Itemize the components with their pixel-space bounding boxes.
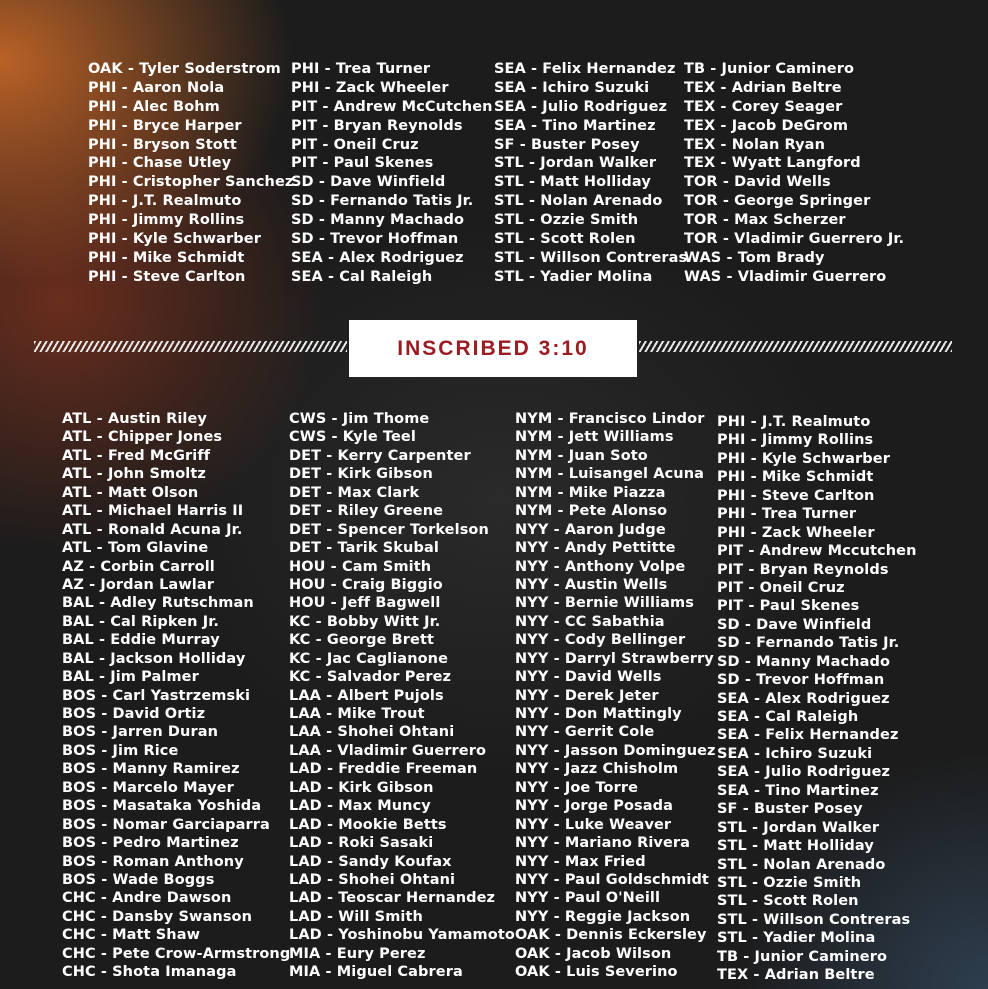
player-entry: TEX - Jacob DeGrom bbox=[684, 117, 849, 134]
player-entry: SD - Dave Winfield bbox=[717, 616, 872, 633]
player-entry: ATL - Ronald Acuna Jr. bbox=[62, 521, 243, 538]
bottom-list-column-4 bbox=[717, 413, 917, 985]
player-entry: BOS - Wade Boggs bbox=[62, 871, 215, 888]
player-entry: STL - Nolan Arenado bbox=[717, 856, 886, 873]
player-entry: SEA - Cal Raleigh bbox=[291, 268, 433, 285]
player-entry: NYY - Jazz Chisholm bbox=[515, 761, 679, 778]
player-entry: WAS - Tom Brady bbox=[684, 249, 825, 266]
player-entry: PIT - Bryan Reynolds bbox=[717, 561, 889, 578]
top-list-column-2 bbox=[291, 60, 493, 287]
player-entry: PHI - Bryce Harper bbox=[88, 117, 242, 134]
player-entry: ATL - Fred McGriff bbox=[62, 447, 211, 464]
player-entry: LAD - Yoshinobu Yamamoto bbox=[289, 927, 515, 944]
player-entry: PHI - Jimmy Rollins bbox=[88, 212, 245, 229]
player-entry: PIT - Paul Skenes bbox=[291, 155, 434, 172]
player-entry: OAK - Dennis Eckersley bbox=[515, 927, 707, 944]
player-entry: SEA - Julio Rodriguez bbox=[494, 98, 668, 115]
player-entry: BOS - Carl Yastrzemski bbox=[62, 687, 251, 704]
player-entry: ATL - John Smoltz bbox=[62, 466, 206, 483]
player-entry: LAD - Teoscar Hernandez bbox=[289, 890, 496, 907]
player-entry: ATL - Chipper Jones bbox=[62, 429, 223, 446]
player-entry: BOS - Pedro Martinez bbox=[62, 835, 239, 852]
player-entry: SD - Fernando Tatis Jr. bbox=[717, 635, 900, 652]
player-entry: CHC - Shota Imanaga bbox=[62, 964, 237, 981]
player-entry: LAD - Max Muncy bbox=[289, 798, 431, 815]
player-entry: TB - Junior Caminero bbox=[717, 948, 888, 965]
player-entry: STL - Yadier Molina bbox=[717, 930, 876, 947]
player-entry: NYM - Francisco Lindor bbox=[515, 411, 705, 427]
player-entry: SD - Fernando Tatis Jr. bbox=[291, 193, 474, 210]
player-entry: BOS - Nomar Garciaparra bbox=[62, 816, 270, 833]
player-entry: OAK - Jacob Wilson bbox=[515, 945, 672, 962]
player-entry: BAL - Adley Rutschman bbox=[62, 595, 254, 612]
section-title: INSCRIBED 3:10 bbox=[397, 336, 589, 360]
player-entry: PHI - Cristopher Sanchez bbox=[88, 174, 294, 191]
player-entry: NYY - Don Mattingly bbox=[515, 706, 682, 722]
player-entry: NYY - David Wells bbox=[515, 669, 662, 686]
player-entry: NYY - Jasson Dominguez bbox=[515, 742, 716, 759]
player-entry: SEA - Ichiro Suzuki bbox=[717, 745, 873, 762]
player-entry: KC - Bobby Witt Jr. bbox=[289, 613, 441, 630]
player-entry: NYM - Mike Piazza bbox=[515, 484, 666, 501]
player-entry: STL - Jordan Walker bbox=[494, 155, 657, 172]
player-entry: BAL - Jackson Holliday bbox=[62, 650, 246, 667]
player-entry: CHC - Dansby Swanson bbox=[62, 908, 253, 925]
player-entry: ATL - Matt Olson bbox=[62, 484, 199, 501]
player-entry: NYY - Austin Wells bbox=[515, 576, 668, 593]
player-entry: DET - Spencer Torkelson bbox=[289, 521, 489, 538]
player-entry: SD - Trevor Hoffman bbox=[717, 672, 885, 689]
player-entry: STL - Willson Contreras bbox=[494, 249, 688, 266]
player-entry: MIA - Miguel Cabrera bbox=[289, 964, 463, 981]
player-entry: PHI - Mike Schmidt bbox=[88, 249, 245, 266]
player-entry: LAA - Vladimir Guerrero bbox=[289, 742, 487, 759]
divider-right bbox=[639, 341, 952, 352]
player-entry: NYM - Luisangel Acuna bbox=[515, 466, 705, 483]
player-entry: DET - Kirk Gibson bbox=[289, 466, 433, 483]
bottom-list-column-2 bbox=[289, 410, 515, 982]
player-entry: TEX - Wyatt Langford bbox=[684, 155, 861, 172]
player-entry: NYY - Andy Pettitte bbox=[515, 540, 676, 557]
player-entry: SEA - Alex Rodriguez bbox=[291, 249, 464, 266]
player-entry: BOS - Jarren Duran bbox=[62, 724, 219, 741]
player-entry: NYY - Aaron Judge bbox=[515, 521, 666, 538]
player-entry: PHI - Jimmy Rollins bbox=[717, 432, 874, 449]
bottom-list-column-1 bbox=[62, 410, 290, 982]
player-entry: STL - Nolan Arenado bbox=[494, 193, 663, 210]
player-entry: NYY - Anthony Volpe bbox=[515, 558, 686, 575]
player-entry: TOR - Max Scherzer bbox=[684, 212, 846, 229]
player-entry: SEA - Julio Rodriguez bbox=[717, 764, 891, 781]
player-entry: PHI - Bryson Stott bbox=[88, 136, 237, 153]
top-list-column-4 bbox=[684, 60, 904, 287]
player-entry: TEX - Adrian Beltre bbox=[717, 967, 875, 984]
player-entry: STL - Scott Rolen bbox=[494, 231, 636, 248]
player-entry: LAA - Shohei Ohtani bbox=[289, 724, 455, 741]
player-entry: LAA - Mike Trout bbox=[289, 706, 425, 722]
player-entry: SEA - Cal Raleigh bbox=[717, 709, 859, 725]
player-entry: TEX - Corey Seager bbox=[684, 98, 843, 115]
player-entry: PHI - Zack Wheeler bbox=[291, 79, 449, 96]
player-entry: BOS - Roman Anthony bbox=[62, 853, 244, 870]
player-entry: SEA - Felix Hernandez bbox=[494, 61, 676, 77]
player-entry: NYM - Pete Alonso bbox=[515, 503, 668, 520]
player-entry: TOR - Vladimir Guerrero Jr. bbox=[684, 231, 905, 248]
player-entry: PHI - Zack Wheeler bbox=[717, 524, 875, 541]
player-entry: LAD - Roki Sasaki bbox=[289, 835, 434, 852]
player-entry: PHI - Kyle Schwarber bbox=[88, 231, 261, 248]
top-list-column-1 bbox=[88, 60, 293, 287]
player-entry: NYY - Cody Bellinger bbox=[515, 632, 686, 649]
section-title-badge bbox=[349, 320, 637, 377]
player-entry: TEX - Adrian Beltre bbox=[684, 79, 842, 96]
player-entry: PHI - J.T. Realmuto bbox=[717, 414, 871, 430]
player-entry: HOU - Jeff Bagwell bbox=[289, 595, 441, 612]
player-entry: WAS - Vladimir Guerrero bbox=[684, 268, 887, 285]
player-entry: HOU - Craig Biggio bbox=[289, 576, 443, 593]
player-entry: AZ - Corbin Carroll bbox=[62, 558, 215, 575]
player-entry: TOR - David Wells bbox=[684, 174, 831, 191]
player-entry: NYY - Gerrit Cole bbox=[515, 724, 655, 741]
player-entry: STL - Matt Holliday bbox=[494, 174, 651, 191]
player-entry: OAK - Tyler Soderstrom bbox=[88, 61, 281, 77]
player-entry: LAD - Kirk Gibson bbox=[289, 779, 434, 796]
player-entry: NYY - Max Fried bbox=[515, 853, 646, 870]
divider-left bbox=[34, 341, 347, 352]
player-entry: DET - Tarik Skubal bbox=[289, 540, 439, 557]
player-entry: CHC - Matt Shaw bbox=[62, 927, 201, 944]
top-list-column-3 bbox=[494, 60, 687, 287]
player-entry: BOS - David Ortiz bbox=[62, 706, 206, 722]
player-entry: CHC - Andre Dawson bbox=[62, 890, 232, 907]
player-entry: CWS - Kyle Teel bbox=[289, 429, 416, 446]
player-entry: PHI - Trea Turner bbox=[717, 506, 857, 523]
player-entry: NYY - Paul Goldschmidt bbox=[515, 871, 709, 888]
player-entry: DET - Riley Greene bbox=[289, 503, 444, 520]
player-entry: BAL - Jim Palmer bbox=[62, 669, 199, 686]
player-entry: SEA - Tino Martinez bbox=[717, 782, 879, 799]
player-entry: SF - Buster Posey bbox=[717, 801, 863, 818]
player-entry: STL - Ozzie Smith bbox=[494, 212, 639, 229]
player-entry: LAD - Mookie Betts bbox=[289, 816, 447, 833]
player-entry: PIT - Oneil Cruz bbox=[717, 579, 845, 596]
player-entry: DET - Max Clark bbox=[289, 484, 420, 501]
player-entry: MIA - Eury Perez bbox=[289, 945, 426, 962]
player-entry: BOS - Masataka Yoshida bbox=[62, 798, 262, 815]
player-entry: PHI - Steve Carlton bbox=[88, 268, 246, 285]
player-entry: SD - Manny Machado bbox=[717, 653, 891, 670]
player-entry: SF - Buster Posey bbox=[494, 136, 640, 153]
player-entry: PHI - Steve Carlton bbox=[717, 487, 875, 504]
player-entry: LAD - Shohei Ohtani bbox=[289, 871, 456, 888]
player-entry: SEA - Felix Hernandez bbox=[717, 727, 899, 744]
player-entry: KC - Jac Caglianone bbox=[289, 650, 449, 667]
player-entry: PHI - J.T. Realmuto bbox=[88, 193, 242, 210]
player-entry: LAD - Sandy Koufax bbox=[289, 853, 452, 870]
player-entry: TEX - Nolan Ryan bbox=[684, 136, 825, 153]
player-entry: PIT - Andrew Mccutchen bbox=[717, 543, 917, 560]
player-entry: NYY - CC Sabathia bbox=[515, 613, 665, 630]
player-entry: STL - Scott Rolen bbox=[717, 893, 859, 910]
player-entry: STL - Jordan Walker bbox=[717, 819, 880, 836]
player-entry: PHI - Kyle Schwarber bbox=[717, 450, 890, 467]
player-entry: LAD - Freddie Freeman bbox=[289, 761, 478, 778]
player-entry: PIT - Paul Skenes bbox=[717, 598, 860, 615]
player-entry: NYY - Jorge Posada bbox=[515, 798, 673, 815]
player-entry: STL - Yadier Molina bbox=[494, 268, 653, 285]
player-entry: PIT - Andrew McCutchen bbox=[291, 98, 493, 115]
player-entry: OAK - Luis Severino bbox=[515, 964, 678, 981]
player-entry: LAD - Will Smith bbox=[289, 908, 423, 925]
player-entry: SD - Dave Winfield bbox=[291, 174, 446, 191]
player-entry: TB - Junior Caminero bbox=[684, 61, 855, 77]
player-entry: NYY - Bernie Williams bbox=[515, 595, 694, 612]
player-entry: CWS - Jim Thome bbox=[289, 411, 430, 427]
player-entry: BAL - Cal Ripken Jr. bbox=[62, 613, 220, 630]
player-entry: NYY - Derek Jeter bbox=[515, 687, 659, 704]
player-entry: PHI - Aaron Nola bbox=[88, 79, 225, 96]
player-entry: ATL - Tom Glavine bbox=[62, 540, 209, 557]
player-entry: NYY - Reggie Jackson bbox=[515, 908, 691, 925]
player-entry: NYY - Darryl Strawberry bbox=[515, 650, 714, 667]
bottom-list-column-3 bbox=[515, 410, 716, 982]
player-entry: KC - George Brett bbox=[289, 632, 435, 649]
player-entry: LAA - Albert Pujols bbox=[289, 687, 444, 704]
player-entry: HOU - Cam Smith bbox=[289, 558, 432, 575]
player-entry: STL - Willson Contreras bbox=[717, 911, 911, 928]
player-entry: PHI - Mike Schmidt bbox=[717, 469, 874, 486]
player-entry: NYY - Mariano Rivera bbox=[515, 835, 691, 852]
player-entry: NYY - Paul O'Neill bbox=[515, 890, 661, 907]
player-entry: PHI - Alec Bohm bbox=[88, 98, 220, 115]
player-entry: BOS - Manny Ramirez bbox=[62, 761, 240, 778]
player-entry: ATL - Austin Riley bbox=[62, 411, 207, 427]
player-entry: BOS - Marcelo Mayer bbox=[62, 779, 234, 796]
player-entry: TOR - George Springer bbox=[684, 193, 871, 210]
player-entry: NYY - Luke Weaver bbox=[515, 816, 672, 833]
player-entry: SD - Trevor Hoffman bbox=[291, 231, 459, 248]
player-entry: SEA - Alex Rodriguez bbox=[717, 690, 890, 707]
player-entry: CHC - Pete Crow-Armstrong bbox=[62, 945, 291, 962]
player-entry: KC - Salvador Perez bbox=[289, 669, 452, 686]
player-entry: PHI - Trea Turner bbox=[291, 61, 431, 77]
player-entry: ATL - Michael Harris II bbox=[62, 503, 244, 520]
player-entry: SEA - Tino Martinez bbox=[494, 117, 656, 134]
player-entry: PIT - Oneil Cruz bbox=[291, 136, 419, 153]
player-entry: NYM - Juan Soto bbox=[515, 447, 648, 464]
player-entry: BOS - Jim Rice bbox=[62, 742, 179, 759]
player-entry: STL - Ozzie Smith bbox=[717, 874, 862, 891]
player-entry: AZ - Jordan Lawlar bbox=[62, 576, 215, 593]
player-entry: SD - Manny Machado bbox=[291, 212, 465, 229]
player-entry: DET - Kerry Carpenter bbox=[289, 447, 471, 464]
player-entry: SEA - Ichiro Suzuki bbox=[494, 79, 650, 96]
player-entry: BAL - Eddie Murray bbox=[62, 632, 220, 649]
player-entry: PIT - Bryan Reynolds bbox=[291, 117, 463, 134]
player-entry: NYY - Joe Torre bbox=[515, 779, 639, 796]
player-entry: NYM - Jett Williams bbox=[515, 429, 674, 446]
player-entry: PHI - Chase Utley bbox=[88, 155, 232, 172]
player-entry: STL - Matt Holliday bbox=[717, 838, 874, 855]
